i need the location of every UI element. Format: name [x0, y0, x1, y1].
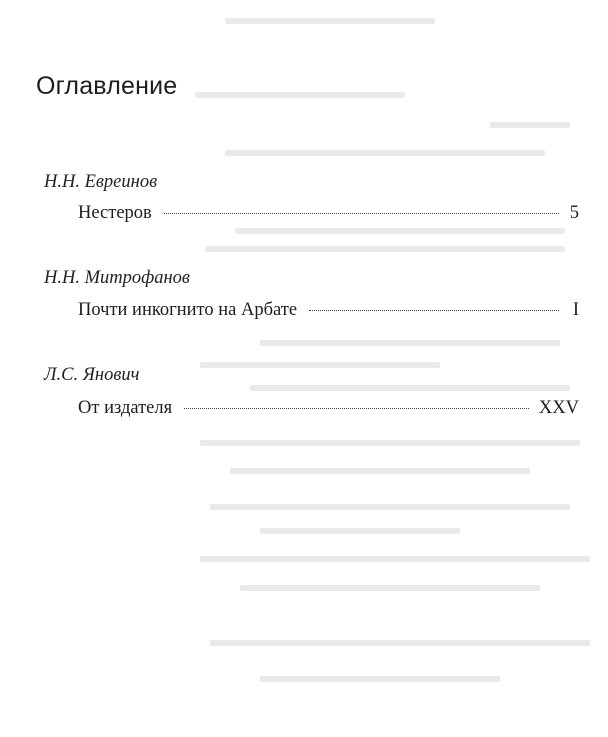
toc-entry-title: Нестеров [78, 203, 152, 223]
dot-leader [164, 213, 559, 214]
toc-heading: Оглавление [36, 72, 178, 100]
toc-entry-page-number: 5 [569, 203, 579, 223]
toc-entry-page-number: XXV [538, 398, 579, 418]
toc-entry-pochti-inkognito[interactable] [78, 300, 579, 326]
toc-entry-title: От издателя [78, 398, 173, 418]
toc-entry-page-number: I [572, 300, 579, 320]
toc-author-evreinov: Н.Н. Евреинов [44, 172, 158, 192]
dot-leader [184, 408, 529, 409]
toc-author-mitrofanov: Н.Н. Митрофанов [44, 268, 190, 288]
toc-author-yanovich: Л.С. Янович [44, 365, 140, 385]
toc-entry-ot-izdatelya[interactable] [78, 398, 579, 424]
toc-entry-nesterov[interactable] [78, 203, 579, 229]
toc-entry-title: Почти инкогнито на Арбате [78, 300, 298, 320]
dot-leader [309, 310, 559, 311]
